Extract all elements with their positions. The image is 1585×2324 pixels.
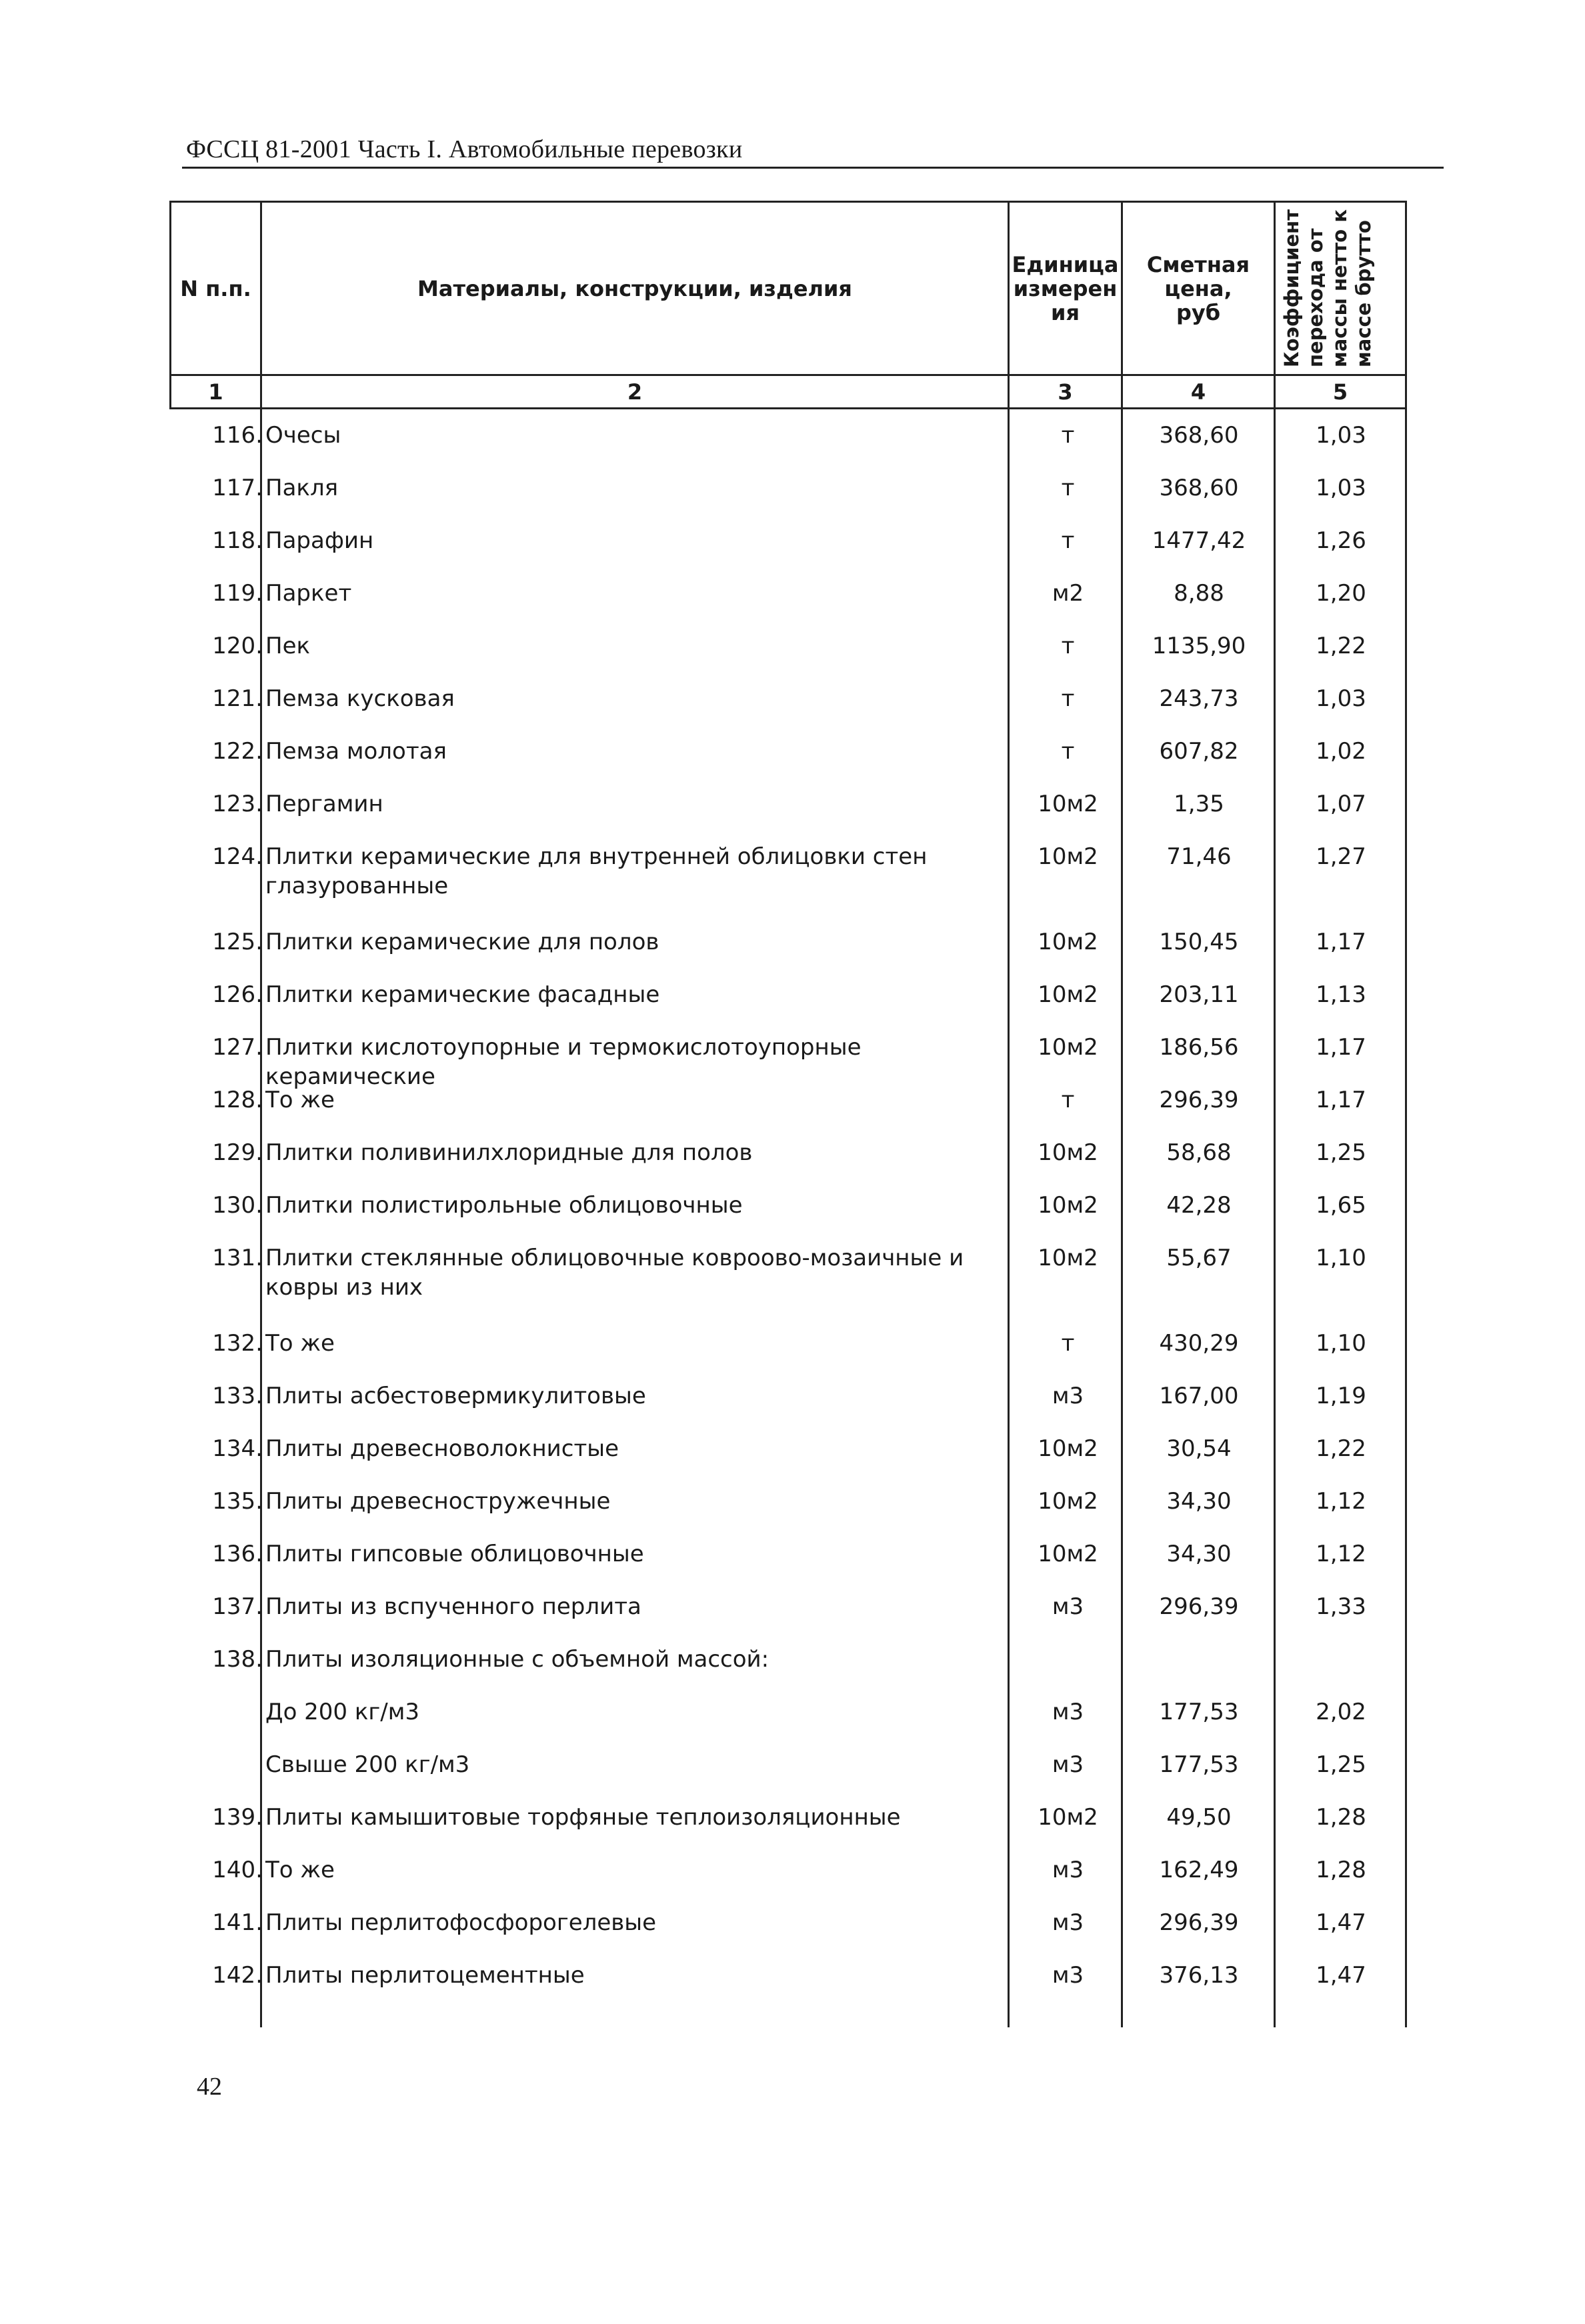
col-header-coef xyxy=(1280,207,1376,367)
row-material: Плиты перлитофосфорогелевые xyxy=(265,1909,657,1936)
row-number: 127. xyxy=(212,1034,263,1061)
row-price: 167,00 xyxy=(1159,1383,1239,1409)
row-unit: м3 xyxy=(1052,1751,1084,1778)
row-material: То же xyxy=(265,1330,335,1357)
row-number: 128. xyxy=(212,1087,263,1113)
table-row xyxy=(169,1961,1407,2013)
row-coef: 1,33 xyxy=(1316,1593,1366,1620)
row-price: 55,67 xyxy=(1166,1245,1232,1271)
row-coef: 1,07 xyxy=(1316,791,1366,817)
row-material: Свыше 200 кг/м3 xyxy=(265,1751,470,1778)
row-price: 607,82 xyxy=(1159,738,1239,765)
row-number: 121. xyxy=(212,685,263,712)
row-price: 368,60 xyxy=(1159,475,1239,501)
row-price: 34,30 xyxy=(1166,1541,1232,1567)
row-coef: 1,20 xyxy=(1316,580,1366,607)
row-price: 376,13 xyxy=(1159,1962,1239,1989)
row-material: Плиты гипсовые облицовочные xyxy=(265,1541,644,1567)
table-row xyxy=(169,631,1407,684)
row-unit: м3 xyxy=(1052,1909,1084,1936)
table-row xyxy=(169,1645,1407,1697)
row-number: 119. xyxy=(212,580,263,607)
row-unit: 10м2 xyxy=(1038,1541,1098,1567)
row-material: Плитки керамические для полов xyxy=(265,929,659,955)
row-material: Плитки стеклянные облицовочные ковроово-мозаичные и ковры из них xyxy=(265,1245,964,1301)
row-unit: 10м2 xyxy=(1038,1034,1098,1061)
row-material: Парафин xyxy=(265,527,374,554)
row-unit: т xyxy=(1061,1330,1075,1357)
row-number: 120. xyxy=(212,633,263,659)
row-coef: 1,47 xyxy=(1316,1962,1366,1989)
row-price: 296,39 xyxy=(1159,1087,1239,1113)
col-header-unit: Единица измерен ия xyxy=(1012,251,1119,325)
row-material: Плитки полистирольные облицовочные xyxy=(265,1192,743,1219)
row-number: 131. xyxy=(212,1245,263,1271)
page-number: 42 xyxy=(197,2073,222,2101)
table-row xyxy=(169,473,1407,526)
row-unit: 10м2 xyxy=(1038,1435,1098,1462)
row-number: 139. xyxy=(212,1804,263,1831)
table-row xyxy=(169,842,1407,927)
row-number: 133. xyxy=(212,1383,263,1409)
row-coef: 1,19 xyxy=(1316,1383,1366,1409)
table-row xyxy=(169,980,1407,1033)
row-coef: 1,13 xyxy=(1316,981,1366,1008)
row-price: 186,56 xyxy=(1159,1034,1239,1061)
colnum-3: 3 xyxy=(1058,379,1073,405)
row-coef: 1,25 xyxy=(1316,1139,1366,1166)
row-material: То же xyxy=(265,1857,335,1883)
row-number: 123. xyxy=(212,791,263,817)
colnum-5: 5 xyxy=(1332,379,1348,405)
row-material: Плиты древесностружечные xyxy=(265,1488,611,1515)
row-unit: 10м2 xyxy=(1038,1804,1098,1831)
col-header-coef-text: Коэффициент перехода от массы нетто к массе брутто xyxy=(1280,209,1375,367)
row-coef: 1,17 xyxy=(1316,1087,1366,1113)
row-number: 138. xyxy=(212,1646,263,1673)
row-number: 122. xyxy=(212,738,263,765)
row-unit: 10м2 xyxy=(1038,843,1098,870)
header-rule xyxy=(182,167,1444,169)
row-unit: т xyxy=(1061,475,1075,501)
row-number: 137. xyxy=(212,1593,263,1620)
row-unit: м3 xyxy=(1052,1699,1084,1725)
row-price: 71,46 xyxy=(1166,843,1232,870)
table-row xyxy=(169,1697,1407,1750)
row-unit: 10м2 xyxy=(1038,981,1098,1008)
row-price: 203,11 xyxy=(1159,981,1239,1008)
row-material: Плиты древесноволокнистые xyxy=(265,1435,619,1462)
table-row xyxy=(169,1592,1407,1645)
row-number: 132. xyxy=(212,1330,263,1357)
row-unit: м3 xyxy=(1052,1962,1084,1989)
row-price: 177,53 xyxy=(1159,1699,1239,1725)
row-price: 162,49 xyxy=(1159,1857,1239,1883)
row-unit: м3 xyxy=(1052,1383,1084,1409)
row-material: Плитки кислотоупорные и термокислотоупорные керамические xyxy=(265,1034,862,1090)
row-coef: 1,26 xyxy=(1316,527,1366,554)
row-coef: 1,28 xyxy=(1316,1857,1366,1883)
row-material: Пек xyxy=(265,633,311,659)
row-coef: 1,10 xyxy=(1316,1330,1366,1357)
row-number: 126. xyxy=(212,981,263,1008)
row-material: Пакля xyxy=(265,475,339,501)
row-coef: 1,22 xyxy=(1316,633,1366,659)
row-unit: 10м2 xyxy=(1038,1139,1098,1166)
row-material: Плитки керамические фасадные xyxy=(265,981,660,1008)
row-unit: 10м2 xyxy=(1038,1245,1098,1271)
row-unit: м2 xyxy=(1052,580,1084,607)
row-price: 430,29 xyxy=(1159,1330,1239,1357)
row-coef: 1,28 xyxy=(1316,1804,1366,1831)
row-coef: 1,17 xyxy=(1316,929,1366,955)
row-price: 243,73 xyxy=(1159,685,1239,712)
row-number: 134. xyxy=(212,1435,263,1462)
row-material: Плиты камышитовые торфяные теплоизоляционные xyxy=(265,1804,901,1831)
table-row xyxy=(169,1243,1407,1329)
row-coef: 1,27 xyxy=(1316,843,1366,870)
row-unit: т xyxy=(1061,1087,1075,1113)
row-material: Плитки керамические для внутренней облицовки стен глазурованные xyxy=(265,843,928,899)
row-unit: 10м2 xyxy=(1038,791,1098,817)
col-header-num: N п.п. xyxy=(180,275,251,301)
row-material: До 200 кг/м3 xyxy=(265,1699,420,1725)
running-header: ФССЦ 81-2001 Часть I. Автомобильные перевозки xyxy=(186,135,743,163)
row-coef: 1,22 xyxy=(1316,1435,1366,1462)
row-price: 49,50 xyxy=(1166,1804,1232,1831)
table-row xyxy=(169,1138,1407,1191)
row-unit: 10м2 xyxy=(1038,1488,1098,1515)
row-price: 8,88 xyxy=(1174,580,1224,607)
table-row xyxy=(169,1539,1407,1592)
row-coef: 1,65 xyxy=(1316,1192,1366,1219)
row-price: 177,53 xyxy=(1159,1751,1239,1778)
row-number: 136. xyxy=(212,1541,263,1567)
table-row xyxy=(169,684,1407,737)
row-material: Плиты перлитоцементные xyxy=(265,1962,585,1989)
row-unit: т xyxy=(1061,422,1075,449)
table-row xyxy=(169,927,1407,980)
colnum-1: 1 xyxy=(208,379,223,405)
row-number: 142. xyxy=(212,1962,263,1989)
row-price: 368,60 xyxy=(1159,422,1239,449)
row-number: 125. xyxy=(212,929,263,955)
row-price: 42,28 xyxy=(1166,1192,1232,1219)
row-coef: 1,17 xyxy=(1316,1034,1366,1061)
row-unit: 10м2 xyxy=(1038,929,1098,955)
row-number: 117. xyxy=(212,475,263,501)
table-row xyxy=(169,579,1407,631)
table-row xyxy=(169,1803,1407,1855)
table-row xyxy=(169,1033,1407,1090)
table-row xyxy=(169,421,1407,473)
table-row xyxy=(169,526,1407,579)
row-material: Плитки поливинилхлоридные для полов xyxy=(265,1139,753,1166)
row-unit: 10м2 xyxy=(1038,1192,1098,1219)
row-coef: 1,10 xyxy=(1316,1245,1366,1271)
row-material: Очесы xyxy=(265,422,341,449)
row-material: Пемза кусковая xyxy=(265,685,455,712)
row-coef: 1,03 xyxy=(1316,422,1366,449)
row-price: 34,30 xyxy=(1166,1488,1232,1515)
col-header-price: Сметная цена, руб xyxy=(1146,251,1250,325)
row-price: 1477,42 xyxy=(1152,527,1246,554)
row-coef: 2,02 xyxy=(1316,1699,1366,1725)
row-material: Плиты изоляционные с объемной массой: xyxy=(265,1646,769,1673)
row-material: Паркет xyxy=(265,580,352,607)
row-number: 116. xyxy=(212,422,263,449)
row-price: 30,54 xyxy=(1166,1435,1232,1462)
row-material: Плиты асбестовермикулитовые xyxy=(265,1383,646,1409)
row-coef: 1,25 xyxy=(1316,1751,1366,1778)
row-unit: т xyxy=(1061,738,1075,765)
colnum-4: 4 xyxy=(1190,379,1206,405)
row-unit: м3 xyxy=(1052,1857,1084,1883)
row-coef: 1,47 xyxy=(1316,1909,1366,1936)
row-price: 150,45 xyxy=(1159,929,1239,955)
row-number: 140. xyxy=(212,1857,263,1883)
row-unit: т xyxy=(1061,685,1075,712)
row-material: Пемза молотая xyxy=(265,738,447,765)
row-material: То же xyxy=(265,1087,335,1113)
table-row xyxy=(169,1329,1407,1381)
table-row xyxy=(169,1908,1407,1961)
row-price: 296,39 xyxy=(1159,1593,1239,1620)
table-row xyxy=(169,737,1407,789)
table-row xyxy=(169,1855,1407,1908)
row-number: 141. xyxy=(212,1909,263,1936)
table-row xyxy=(169,789,1407,842)
col-header-material: Материалы, конструкции, изделия xyxy=(417,275,852,301)
row-unit: т xyxy=(1061,633,1075,659)
row-number: 118. xyxy=(212,527,263,554)
row-coef: 1,03 xyxy=(1316,475,1366,501)
colnum-2: 2 xyxy=(627,379,643,405)
row-number: 124. xyxy=(212,843,263,870)
table-row xyxy=(169,1434,1407,1487)
row-coef: 1,12 xyxy=(1316,1488,1366,1515)
row-unit: т xyxy=(1061,527,1075,554)
row-number: 135. xyxy=(212,1488,263,1515)
row-material: Пергамин xyxy=(265,791,383,817)
table-row xyxy=(169,1191,1407,1243)
table-row xyxy=(169,1085,1407,1138)
table-row xyxy=(169,1487,1407,1539)
row-price: 296,39 xyxy=(1159,1909,1239,1936)
row-number: 129. xyxy=(212,1139,263,1166)
row-price: 58,68 xyxy=(1166,1139,1232,1166)
row-number: 130. xyxy=(212,1192,263,1219)
row-coef: 1,03 xyxy=(1316,685,1366,712)
row-unit: м3 xyxy=(1052,1593,1084,1620)
table-row xyxy=(169,1750,1407,1803)
row-material: Плиты из вспученного перлита xyxy=(265,1593,641,1620)
row-coef: 1,02 xyxy=(1316,738,1366,765)
row-price: 1,35 xyxy=(1174,791,1224,817)
row-coef: 1,12 xyxy=(1316,1541,1366,1567)
row-price: 1135,90 xyxy=(1152,633,1246,659)
table-row xyxy=(169,1381,1407,1434)
